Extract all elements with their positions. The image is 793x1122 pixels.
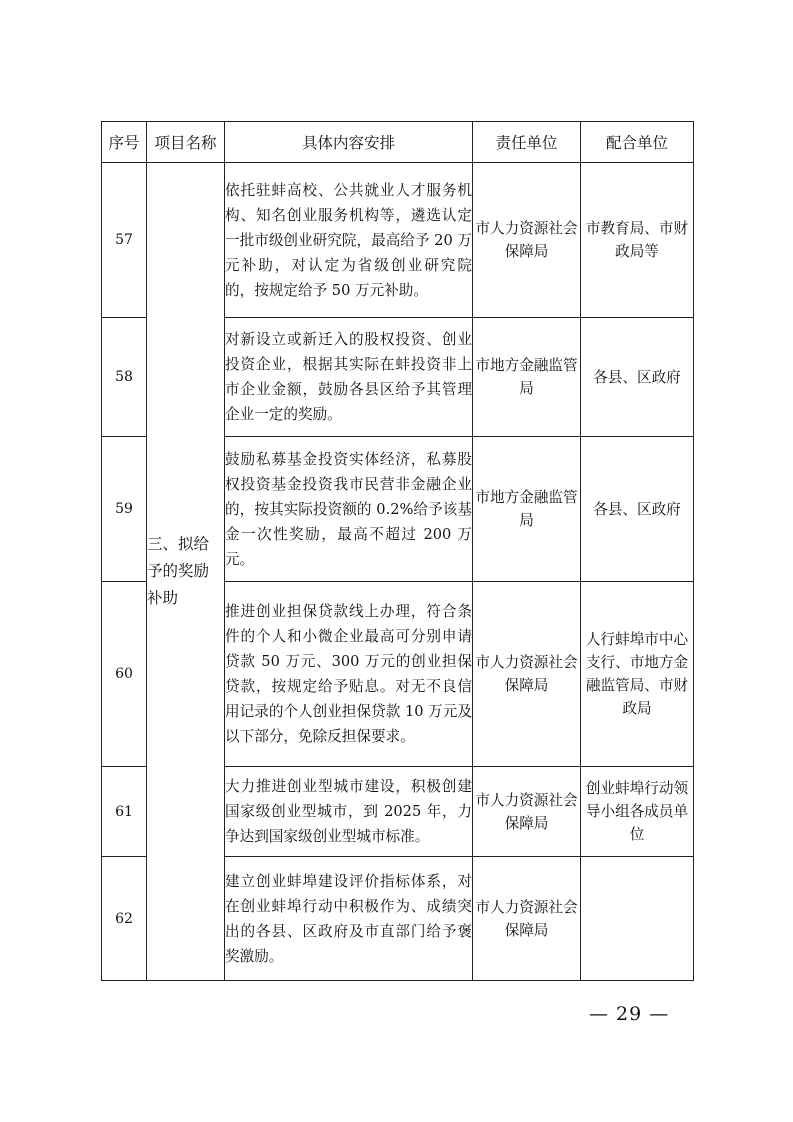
- header-serial: 序号: [102, 122, 147, 163]
- row-responsible-unit: 市地方金融监管局: [473, 437, 581, 582]
- row-content: 大力推进创业型城市建设，积极创建国家级创业型城市，到 2025 年，力争达到国家级创业型城市标准。: [225, 767, 473, 857]
- row-number: 58: [102, 318, 147, 437]
- row-responsible-unit: 市人力资源社会保障局: [473, 163, 581, 318]
- row-number: 62: [102, 857, 147, 981]
- project-category: 三、拟给予的奖励补助: [147, 163, 225, 981]
- row-cooperating-unit: 各县、区政府: [581, 318, 694, 437]
- project-table: [101, 121, 694, 981]
- table-header-row: [102, 122, 694, 163]
- row-number: 60: [102, 582, 147, 767]
- row-responsible-unit: 市地方金融监管局: [473, 318, 581, 437]
- row-number: 61: [102, 767, 147, 857]
- row-cooperating-unit: 市教育局、市财政局等: [581, 163, 694, 318]
- row-content: 依托驻蚌高校、公共就业人才服务机构、知名创业服务机构等，遴选认定一批市级创业研究院，最高给予 20 万元补助，对认定为省级创业研究院的，按规定给予 50 万元补助。: [225, 163, 473, 318]
- row-content: 鼓励私募基金投资实体经济，私募股权投资基金投资我市民营非金融企业的，按其实际投资额的 0.2%给予该基金一次性奖励，最高不超过 200 万元。: [225, 437, 473, 582]
- header-cooperating-unit: 配合单位: [581, 122, 694, 163]
- row-content: 对新设立或新迁入的股权投资、创业投资企业，根据其实际在蚌投资非上市企业金额，鼓励各县区给予其管理企业一定的奖励。: [225, 318, 473, 437]
- row-content: 推进创业担保贷款线上办理，符合条件的个人和小微企业最高可分别申请贷款 50 万元、300 万元的创业担保贷款，按规定给予贴息。对无不良信用记录的个人创业担保贷款 10 万元及以下部分，免除反担保要求。: [225, 582, 473, 767]
- row-responsible-unit: 市人力资源社会保障局: [473, 582, 581, 767]
- header-responsible-unit: 责任单位: [473, 122, 581, 163]
- row-responsible-unit: 市人力资源社会保障局: [473, 767, 581, 857]
- row-cooperating-unit: [581, 857, 694, 981]
- page-number: — 29 —: [589, 1003, 670, 1025]
- row-cooperating-unit: 人行蚌埠市中心支行、市地方金融监管局、市财政局: [581, 582, 694, 767]
- row-cooperating-unit: 创业蚌埠行动领导小组各成员单位: [581, 767, 694, 857]
- row-content: 建立创业蚌埠建设评价指标体系，对在创业蚌埠行动中积极作为、成绩突出的各县、区政府及市直部门给予褒奖激励。: [225, 857, 473, 981]
- table-row: [102, 163, 694, 318]
- row-responsible-unit: 市人力资源社会保障局: [473, 857, 581, 981]
- header-content: 具体内容安排: [225, 122, 473, 163]
- row-number: 57: [102, 163, 147, 318]
- row-number: 59: [102, 437, 147, 582]
- header-project-name: 项目名称: [147, 122, 225, 163]
- row-cooperating-unit: 各县、区政府: [581, 437, 694, 582]
